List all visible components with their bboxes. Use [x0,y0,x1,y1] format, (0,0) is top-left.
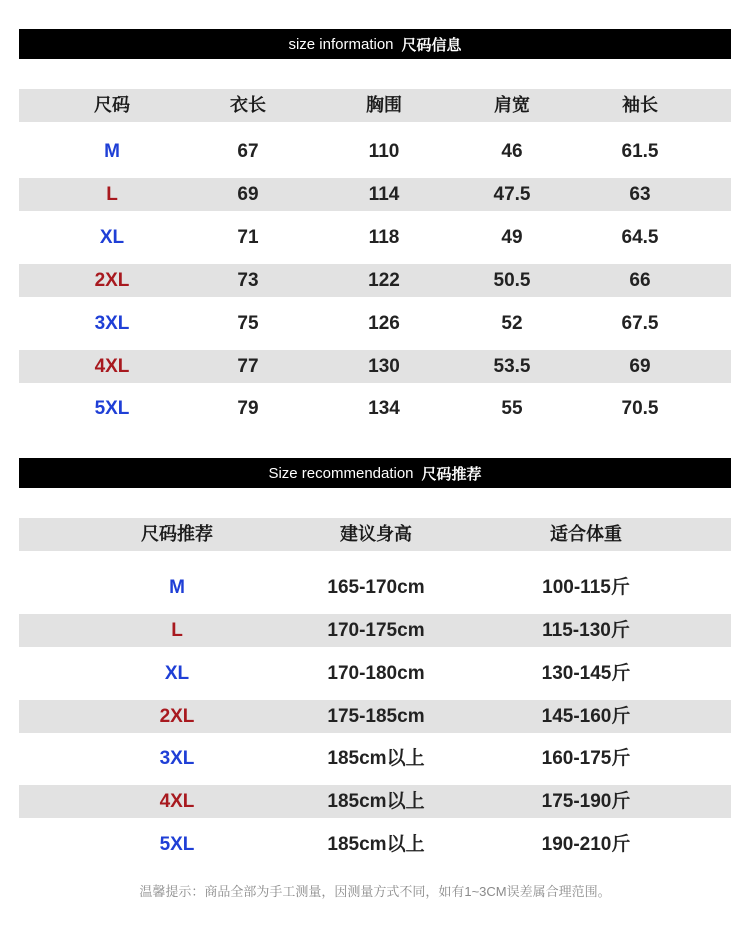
shoulder-value: 46 [501,141,523,162]
header-chest: 胸围 [366,95,402,115]
size-information-title-en: size information [288,35,394,53]
sleeve-value: 70.5 [621,398,659,419]
table-row [19,392,731,425]
table-row [19,828,731,861]
size-label: 4XL [94,356,130,377]
table-row [19,785,731,818]
height-value: 185cm以上 [327,791,425,812]
sleeve-value: 64.5 [621,227,659,248]
measurement-note: 温馨提示：商品全部为手工测量，因测量方式不同，如有1~3CM误差属合理范围。 [139,884,611,899]
chest-value: 114 [368,184,400,205]
length-value: 79 [237,398,259,419]
header-sleeve: 袖长 [622,95,658,115]
sleeve-value: 63 [629,184,651,205]
table-row [19,571,731,604]
table-row [19,135,731,168]
weight-value: 130-145斤 [541,663,631,684]
table-row [19,178,731,211]
sleeve-value: 67.5 [621,313,659,334]
size-label: L [171,620,183,641]
table-row [19,307,731,340]
shoulder-value: 49 [501,227,523,248]
size-label: 5XL [159,834,195,855]
sleeve-value: 69 [629,356,651,377]
header-shoulder: 肩宽 [494,95,530,115]
weight-value: 100-115斤 [542,577,630,598]
length-value: 67 [237,141,259,162]
table-row [19,221,731,254]
size-info-header-row [19,89,731,122]
height-value: 165-170cm [327,577,425,598]
size-label: M [104,141,120,162]
shoulder-value: 47.5 [493,184,531,205]
header-size: 尺码 [94,95,130,115]
table-row [19,700,731,733]
shoulder-value: 50.5 [493,270,531,291]
weight-value: 175-190斤 [541,791,631,812]
weight-value: 145-160斤 [541,706,631,727]
size-label: M [169,577,185,598]
weight-value: 190-210斤 [541,834,631,855]
header-weight: 适合体重 [550,524,622,544]
size-label: L [106,184,118,205]
chest-value: 110 [368,141,400,162]
chest-value: 122 [368,270,400,291]
size-label: 2XL [159,706,195,727]
height-value: 185cm以上 [327,748,425,769]
length-value: 69 [237,184,259,205]
length-value: 77 [237,356,259,377]
table-row [19,742,731,775]
size-label: XL [99,227,125,248]
size-label: 3XL [159,748,195,769]
table-row [19,264,731,297]
weight-value: 115-130斤 [542,620,630,641]
height-value: 170-180cm [327,663,425,684]
chest-value: 130 [368,356,400,377]
size-label: 5XL [94,398,130,419]
size-label: 2XL [94,270,130,291]
header-recommended-size: 尺码推荐 [141,524,213,544]
chest-value: 118 [368,227,400,248]
table-row [19,614,731,647]
header-length: 衣长 [230,95,266,115]
chest-value: 134 [368,398,400,419]
size-label: 4XL [159,791,195,812]
length-value: 73 [237,270,259,291]
shoulder-value: 52 [501,313,523,334]
size-recommendation-title-cn: 尺码推荐 [421,465,482,483]
height-value: 170-175cm [327,620,425,641]
length-value: 71 [237,227,259,248]
chest-value: 126 [368,313,400,334]
size-label: 3XL [94,313,130,334]
size-rec-header-row [19,518,731,551]
length-value: 75 [237,313,259,334]
sleeve-value: 66 [629,270,651,291]
height-value: 175-185cm [327,706,425,727]
shoulder-value: 53.5 [493,356,531,377]
height-value: 185cm以上 [327,834,425,855]
weight-value: 160-175斤 [541,748,631,769]
size-information-title-cn: 尺码信息 [401,36,462,54]
size-recommendation-banner [19,458,731,488]
header-height: 建议身高 [340,524,412,544]
size-recommendation-title-en: Size recommendation [268,464,414,482]
table-row [19,350,731,383]
sleeve-value: 61.5 [621,141,659,162]
size-label: XL [164,663,190,684]
shoulder-value: 55 [501,398,523,419]
table-row [19,657,731,690]
size-information-banner [19,29,731,59]
